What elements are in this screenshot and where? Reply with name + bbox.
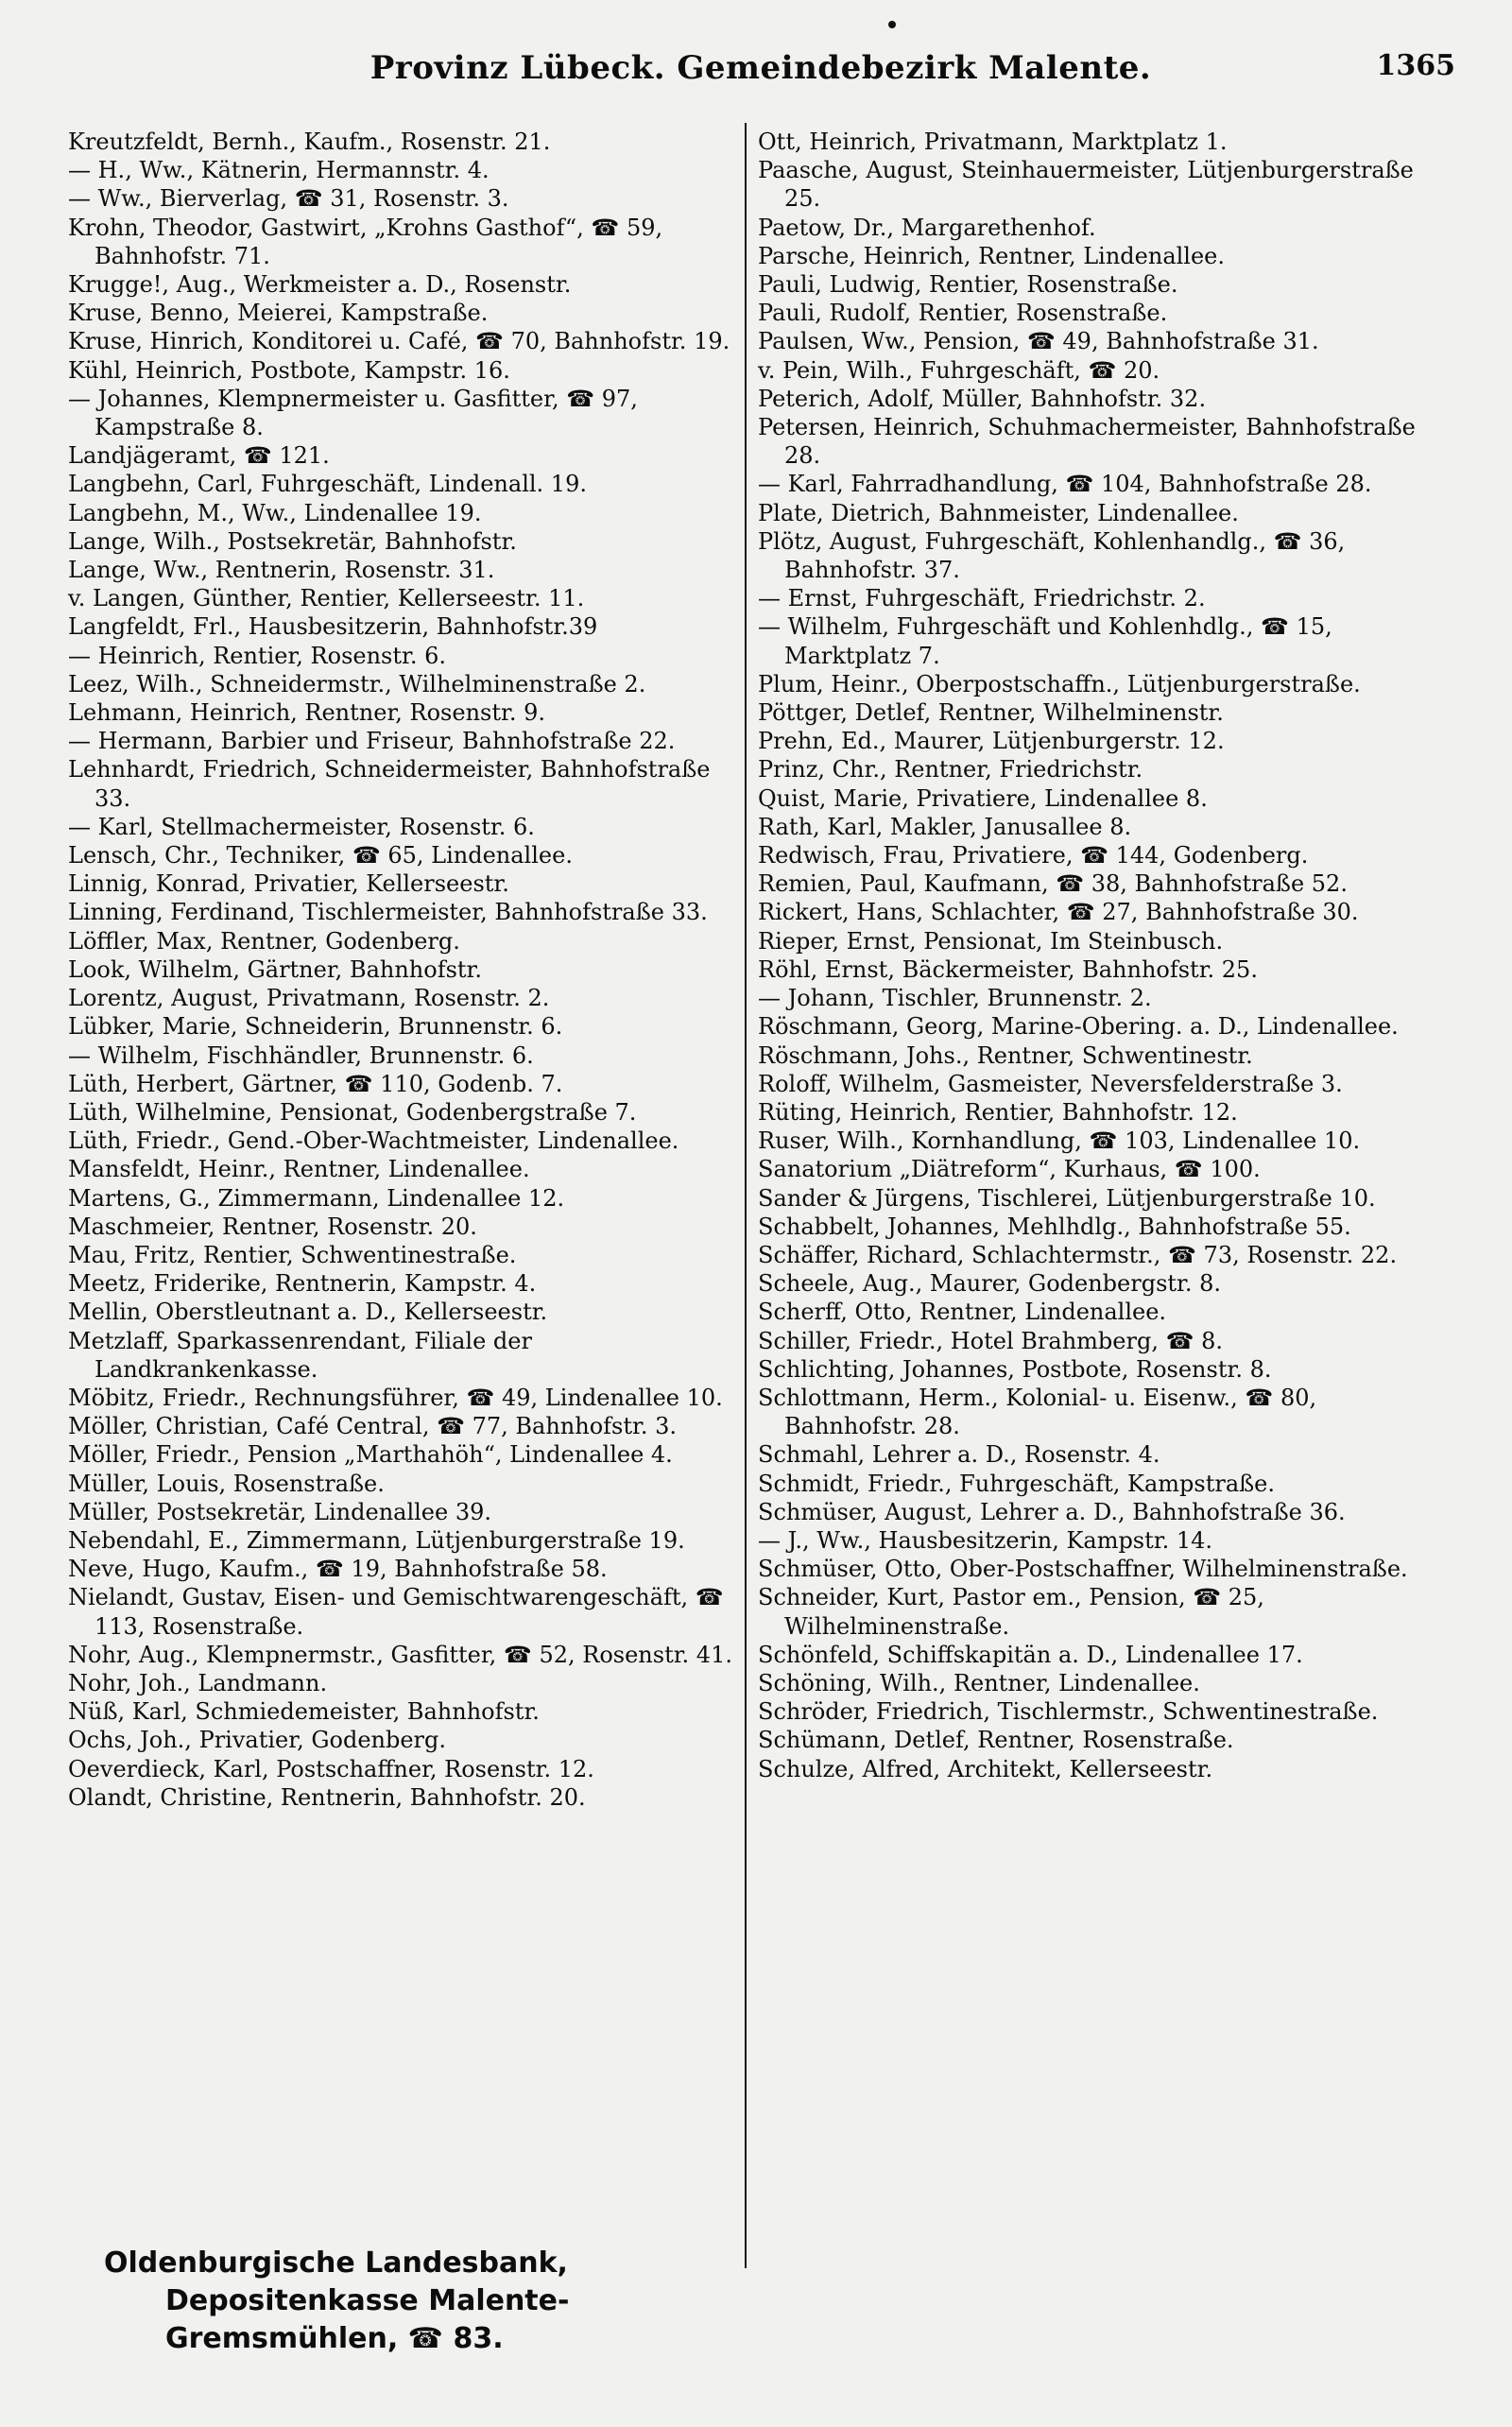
- directory-entry: Röschmann, Johs., Rentner, Schwentinestr.: [758, 1041, 1253, 1069]
- directory-entry: — J., Ww., Hausbesitzerin, Kampstr. 14.: [758, 1526, 1213, 1554]
- directory-entry: Roloff, Wilhelm, Gasmeister, Neversfelderstraße 3.: [758, 1070, 1343, 1097]
- directory-entry: Prinz, Chr., Rentner, Friedrichstr.: [758, 756, 1143, 783]
- directory-entry: Schröder, Friedrich, Tischlermstr., Schwentinestraße.: [758, 1698, 1379, 1726]
- directory-entry: Schiller, Friedr., Hotel Brahmberg, ☎ 8.: [758, 1327, 1223, 1354]
- directory-entry: Nohr, Joh., Landmann.: [68, 1669, 328, 1696]
- page-title: Provinz Lübeck. Gemeindebezirk Malente.: [369, 49, 1152, 87]
- ad-line-1: Oldenburgische Landesbank,: [104, 2246, 568, 2280]
- directory-entry: Langfeldt, Frl., Hausbesitzerin, Bahnhofstr.39: [68, 613, 598, 641]
- directory-entry: Möller, Friedr., Pension „Marthahöh“, Lindenallee 4.: [68, 1441, 673, 1469]
- directory-entry: — Wilhelm, Fuhrgeschäft und Kohlenhdlg., ☎ 15, Marktplatz 7.: [758, 613, 1332, 669]
- directory-entry: — Karl, Fahrradhandlung, ☎ 104, Bahnhofstraße 28.: [758, 471, 1372, 498]
- directory-entry: Paulsen, Ww., Pension, ☎ 49, Bahnhofstraße 31.: [758, 328, 1319, 355]
- directory-entry: Leez, Wilh., Schneidermstr., Wilhelminenstraße 2.: [68, 670, 646, 697]
- directory-entry: Lange, Wilh., Postsekretär, Bahnhofstr.: [68, 527, 517, 555]
- directory-entry: Löffler, Max, Rentner, Godenberg.: [68, 927, 460, 955]
- column-divider: [745, 123, 747, 2268]
- directory-entry: Peterich, Adolf, Müller, Bahnhofstr. 32.: [758, 385, 1207, 412]
- directory-entry: Möller, Christian, Café Central, ☎ 77, Bahnhofstr. 3.: [68, 1413, 677, 1440]
- left-column: [68, 128, 748, 1812]
- directory-entry: — H., Ww., Kätnerin, Hermannstr. 4.: [68, 157, 490, 184]
- directory-entry: Plötz, August, Fuhrgeschäft, Kohlenhandlg., ☎ 36, Bahnhofstr. 37.: [758, 527, 1346, 584]
- directory-entry: Scheele, Aug., Maurer, Godenbergstr. 8.: [758, 1270, 1222, 1298]
- directory-entry: — Johannes, Klempnermeister u. Gasfitter, ☎ 97, Kampstraße 8.: [68, 385, 638, 441]
- directory-entry: Schneider, Kurt, Pastor em., Pension, ☎ 25, Wilhelminenstraße.: [758, 1584, 1264, 1640]
- bank-advertisement: [104, 2245, 756, 2358]
- directory-entry: Kruse, Benno, Meierei, Kampstraße.: [68, 300, 489, 327]
- directory-entry: Rickert, Hans, Schlachter, ☎ 27, Bahnhofstraße 30.: [758, 899, 1359, 926]
- page-number: 1365: [1376, 49, 1455, 82]
- directory-entry: Rath, Karl, Makler, Janusallee 8.: [758, 813, 1132, 840]
- directory-entry: Redwisch, Frau, Privatiere, ☎ 144, Godenberg.: [758, 842, 1309, 869]
- directory-entry: Schlichting, Johannes, Postbote, Rosenstr. 8.: [758, 1355, 1272, 1383]
- directory-entry: Möbitz, Friedr., Rechnungsführer, ☎ 49, Lindenallee 10.: [68, 1384, 723, 1411]
- directory-entry: Langbehn, Carl, Fuhrgeschäft, Lindenall. 19.: [68, 471, 587, 498]
- directory-entry: Petersen, Heinrich, Schuhmachermeister, Bahnhofstraße 28.: [758, 414, 1416, 470]
- directory-entry: — Karl, Stellmachermeister, Rosenstr. 6.: [68, 813, 535, 840]
- directory-entry: Martens, G., Zimmermann, Lindenallee 12.: [68, 1184, 565, 1212]
- directory-entry: Mansfeldt, Heinr., Rentner, Lindenallee.: [68, 1156, 530, 1183]
- directory-entry: Nüß, Karl, Schmiedemeister, Bahnhofstr.: [68, 1698, 540, 1726]
- directory-entry: Röhl, Ernst, Bäckermeister, Bahnhofstr. 25.: [758, 955, 1258, 983]
- directory-entry: Krugge!, Aug., Werkmeister a. D., Rosenstr.: [68, 271, 572, 299]
- directory-entry: Röschmann, Georg, Marine-Obering. a. D., Lindenallee.: [758, 1013, 1399, 1041]
- directory-entry: Remien, Paul, Kaufmann, ☎ 38, Bahnhofstraße 52.: [758, 870, 1348, 898]
- directory-entry: Schabbelt, Johannes, Mehlhdlg., Bahnhofstraße 55.: [758, 1213, 1351, 1240]
- directory-entry: Schäffer, Richard, Schlachtermstr., ☎ 73, Rosenstr. 22.: [758, 1241, 1398, 1268]
- directory-entry: Lange, Ww., Rentnerin, Rosenstr. 31.: [68, 557, 495, 584]
- directory-entry: Kruse, Hinrich, Konditorei u. Café, ☎ 70, Bahnhofstr. 19.: [68, 328, 730, 355]
- directory-entry: v. Pein, Wilh., Fuhrgeschäft, ☎ 20.: [758, 356, 1160, 384]
- directory-entry: Lehnhardt, Friedrich, Schneidermeister, Bahnhofstraße 33.: [68, 756, 711, 812]
- directory-entry: Ochs, Joh., Privatier, Godenberg.: [68, 1727, 447, 1754]
- directory-entry: — Johann, Tischler, Brunnenstr. 2.: [758, 985, 1152, 1012]
- directory-entry: Maschmeier, Rentner, Rosenstr. 20.: [68, 1213, 477, 1240]
- directory-entry: Nebendahl, E., Zimmermann, Lütjenburgerstraße 19.: [68, 1526, 685, 1554]
- directory-entry: Prehn, Ed., Maurer, Lütjenburgerstr. 12.: [758, 728, 1225, 755]
- directory-entry: Olandt, Christine, Rentnerin, Bahnhofstr. 20.: [68, 1783, 586, 1811]
- directory-entry: Schmüser, August, Lehrer a. D., Bahnhofstraße 36.: [758, 1498, 1346, 1525]
- ad-line-3: Gremsmühlen, ☎ 83.: [165, 2322, 504, 2355]
- directory-entry: Rieper, Ernst, Pensionat, Im Steinbusch.: [758, 927, 1224, 955]
- directory-entry: Quist, Marie, Privatiere, Lindenallee 8.: [758, 784, 1208, 812]
- directory-entry: Ruser, Wilh., Kornhandlung, ☎ 103, Lindenallee 10.: [758, 1127, 1361, 1155]
- directory-entry: Lüth, Friedr., Gend.-Ober-Wachtmeister, Lindenallee.: [68, 1127, 679, 1155]
- directory-entry: Landjägeramt, ☎ 121.: [68, 442, 330, 470]
- directory-entry: Lüth, Wilhelmine, Pensionat, Godenbergstraße 7.: [68, 1098, 637, 1126]
- directory-entry: — Ww., Bierverlag, ☎ 31, Rosenstr. 3.: [68, 185, 509, 213]
- directory-entry: Kreutzfeldt, Bernh., Kaufm., Rosenstr. 21.: [68, 129, 551, 155]
- directory-entry: Langbehn, M., Ww., Lindenallee 19.: [68, 499, 482, 526]
- directory-entry: Ott, Heinrich, Privatmann, Marktplatz 1.: [758, 129, 1228, 155]
- page-header: [66, 49, 1455, 106]
- directory-entry: Sanatorium „Diätreform“, Kurhaus, ☎ 100.: [758, 1156, 1261, 1183]
- directory-entry: Lübker, Marie, Schneiderin, Brunnenstr. 6.: [68, 1013, 563, 1041]
- directory-entry: Schulze, Alfred, Architekt, Kellerseestr.: [758, 1755, 1213, 1782]
- directory-entry: Lehmann, Heinrich, Rentner, Rosenstr. 9.: [68, 699, 545, 727]
- directory-entry: Lensch, Chr., Techniker, ☎ 65, Lindenallee.: [68, 842, 573, 869]
- directory-entry: — Heinrich, Rentier, Rosenstr. 6.: [68, 642, 446, 669]
- directory-entry: Nielandt, Gustav, Eisen- und Gemischtwarengeschäft, ☎ 113, Rosenstraße.: [68, 1584, 724, 1640]
- directory-entry: Parsche, Heinrich, Rentner, Lindenallee.: [758, 242, 1226, 269]
- directory-entry: v. Langen, Günther, Rentier, Kellerseestr. 11.: [68, 585, 585, 612]
- directory-entry: Schümann, Detlef, Rentner, Rosenstraße.: [758, 1727, 1234, 1754]
- directory-entry: Metzlaff, Sparkassenrendant, Filiale der Landkrankenkasse.: [68, 1327, 532, 1383]
- directory-entry: — Wilhelm, Fischhändler, Brunnenstr. 6.: [68, 1041, 534, 1069]
- directory-entry: Linning, Ferdinand, Tischlermeister, Bahnhofstraße 33.: [68, 899, 708, 926]
- directory-entry: Paetow, Dr., Margarethenhof.: [758, 214, 1096, 241]
- directory-entry: Linnig, Konrad, Privatier, Kellerseestr.: [68, 870, 509, 898]
- directory-entry: Pöttger, Detlef, Rentner, Wilhelminenstr.: [758, 699, 1224, 727]
- directory-entry: Lüth, Herbert, Gärtner, ☎ 110, Godenb. 7.: [68, 1070, 563, 1097]
- directory-entry: Schmidt, Friedr., Fuhrgeschäft, Kampstraße.: [758, 1470, 1276, 1497]
- directory-entry: Schönfeld, Schiffskapitän a. D., Lindenallee 17.: [758, 1641, 1303, 1668]
- print-mark: [888, 21, 896, 28]
- directory-entry: Mau, Fritz, Rentier, Schwentinestraße.: [68, 1241, 517, 1268]
- directory-entry: Look, Wilhelm, Gärtner, Bahnhofstr.: [68, 955, 483, 983]
- directory-entry: Rüting, Heinrich, Rentier, Bahnhofstr. 12.: [758, 1098, 1238, 1126]
- directory-entry: Schlottmann, Herm., Kolonial- u. Eisenw., ☎ 80, Bahnhofstr. 28.: [758, 1384, 1317, 1440]
- directory-entry: Paasche, August, Steinhauermeister, Lütjenburgerstraße 25.: [758, 157, 1414, 213]
- directory-entry: Mellin, Oberstleutnant a. D., Kellerseestr.: [68, 1299, 548, 1326]
- directory-entry: Schmüser, Otto, Ober-Postschaffner, Wilhelminenstraße.: [758, 1556, 1408, 1583]
- right-column: [758, 128, 1438, 1783]
- directory-entry: Sander & Jürgens, Tischlerei, Lütjenburgerstraße 10.: [758, 1184, 1376, 1212]
- directory-entry: Neve, Hugo, Kaufm., ☎ 19, Bahnhofstraße 58.: [68, 1556, 608, 1583]
- directory-entry: Kühl, Heinrich, Postbote, Kampstr. 16.: [68, 356, 510, 384]
- directory-entry: Pauli, Ludwig, Rentier, Rosenstraße.: [758, 271, 1178, 299]
- ad-line-2: Depositenkasse Malente-: [165, 2284, 570, 2317]
- directory-entry: Nohr, Aug., Klempnermstr., Gasfitter, ☎ 52, Rosenstr. 41.: [68, 1641, 732, 1668]
- directory-entry: Pauli, Rudolf, Rentier, Rosenstraße.: [758, 300, 1168, 327]
- directory-entry: Müller, Louis, Rosenstraße.: [68, 1470, 385, 1497]
- directory-entry: Lorentz, August, Privatmann, Rosenstr. 2.: [68, 985, 550, 1012]
- directory-entry: — Ernst, Fuhrgeschäft, Friedrichstr. 2.: [758, 585, 1206, 612]
- directory-entry: Plate, Dietrich, Bahnmeister, Lindenallee.: [758, 499, 1239, 526]
- directory-entry: Oeverdieck, Karl, Postschaffner, Rosenstr. 12.: [68, 1755, 594, 1782]
- directory-entry: Krohn, Theodor, Gastwirt, „Krohns Gasthof“, ☎ 59, Bahnhofstr. 71.: [68, 214, 663, 269]
- directory-entry: — Hermann, Barbier und Friseur, Bahnhofstraße 22.: [68, 728, 676, 755]
- directory-entry: Müller, Postsekretär, Lindenallee 39.: [68, 1498, 492, 1525]
- directory-entry: Schmahl, Lehrer a. D., Rosenstr. 4.: [758, 1441, 1160, 1469]
- directory-entry: Scherff, Otto, Rentner, Lindenallee.: [758, 1299, 1167, 1326]
- directory-entry: Schöning, Wilh., Rentner, Lindenallee.: [758, 1669, 1200, 1696]
- directory-entry: Plum, Heinr., Oberpostschaffn., Lütjenburgerstraße.: [758, 670, 1361, 697]
- directory-entry: Meetz, Friderike, Rentnerin, Kampstr. 4.: [68, 1270, 537, 1298]
